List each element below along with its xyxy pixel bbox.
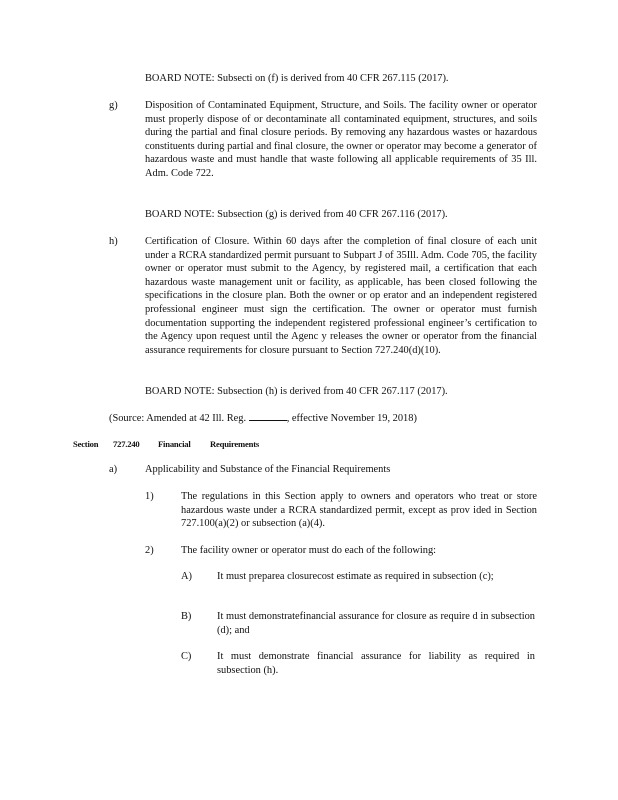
section-number: 727.240: [113, 439, 140, 449]
item-label-a1: 1): [145, 491, 154, 502]
section-title-1: Financial: [158, 439, 191, 449]
paragraph-C: It must demonstrate financial assurance for liability as required in subsection (h).: [217, 651, 535, 676]
paragraph-a1: The regulations in this Section apply to owners and operators who treat or store hazardous waste under a RCRA standardized permit, except as prov ided in Section 727.100(a)(2) or subsection (a)(4).: [181, 491, 537, 530]
source-suffix: , effective November 19, 2018): [286, 413, 417, 424]
section-title-2: Requirements: [210, 439, 259, 449]
paragraph-h: Certification of Closure. Within 60 days after the completion of final closure of each unit under a RCRA standardized permit pursuant to Subpart J of 35Ill. Adm. Code 705, the facility owner or operator must submit to the Agency, by registered mail, a certification that each hazardous waste management unit or facility, as applicable, has been closed following the specifications in the closure plan. Both the owner or op erator and an independent registered professional engineer must sign the certification. The owner or operator must furnish documentation supporting the independent registered professional engineer’s certification to the Agency upon request until the Agenc y releases the owner or operator from the financial assurance requirements for closure pursuant to Section 727.240(d)(10).: [145, 236, 537, 356]
item-label-C: C): [181, 651, 192, 662]
register-page-blank: [249, 411, 287, 421]
heading-a: Applicability and Substance of the Financial Requirements: [145, 464, 391, 475]
item-label-A: A): [181, 571, 192, 582]
item-label-g: g): [109, 100, 118, 111]
item-label-h: h): [109, 236, 118, 247]
paragraph-a2: The facility owner or operator must do each of the following:: [181, 545, 437, 556]
paragraph-B: It must demonstratefinancial assurance for closure as require d in subsection (d); and: [217, 611, 535, 636]
source-note: [109, 411, 529, 426]
section-word: Section: [73, 439, 99, 449]
paragraph-A: It must preparea closurecost estimate as required in subsection (c);: [217, 571, 494, 582]
item-label-a2: 2): [145, 545, 154, 556]
item-label-B: B): [181, 611, 192, 622]
board-note-g: BOARD NOTE: Subsection (g) is derived from 40 CFR 267.116 (2017).: [145, 209, 448, 220]
board-note-f: BOARD NOTE: Subsecti on (f) is derived from 40 CFR 267.115 (2017).: [145, 73, 449, 84]
source-prefix: (Source: Amended at 42 Ill. Reg.: [109, 413, 247, 424]
item-label-a: a): [109, 464, 118, 475]
paragraph-g: Disposition of Contaminated Equipment, Structure, and Soils. The facility owner or operator must properly dispose of or decontaminate all contaminated equipment, structures, and soils during the partial and final closure periods. By removing any hazardous wastes or hazardous constituents during partial and final closure, the owner or operator may become a generator of hazardous waste and must handle that waste following all applicable requirements of 35 Ill. Adm. Code 722.: [145, 100, 537, 179]
board-note-h: BOARD NOTE: Subsection (h) is derived from 40 CFR 267.117 (2017).: [145, 386, 448, 397]
